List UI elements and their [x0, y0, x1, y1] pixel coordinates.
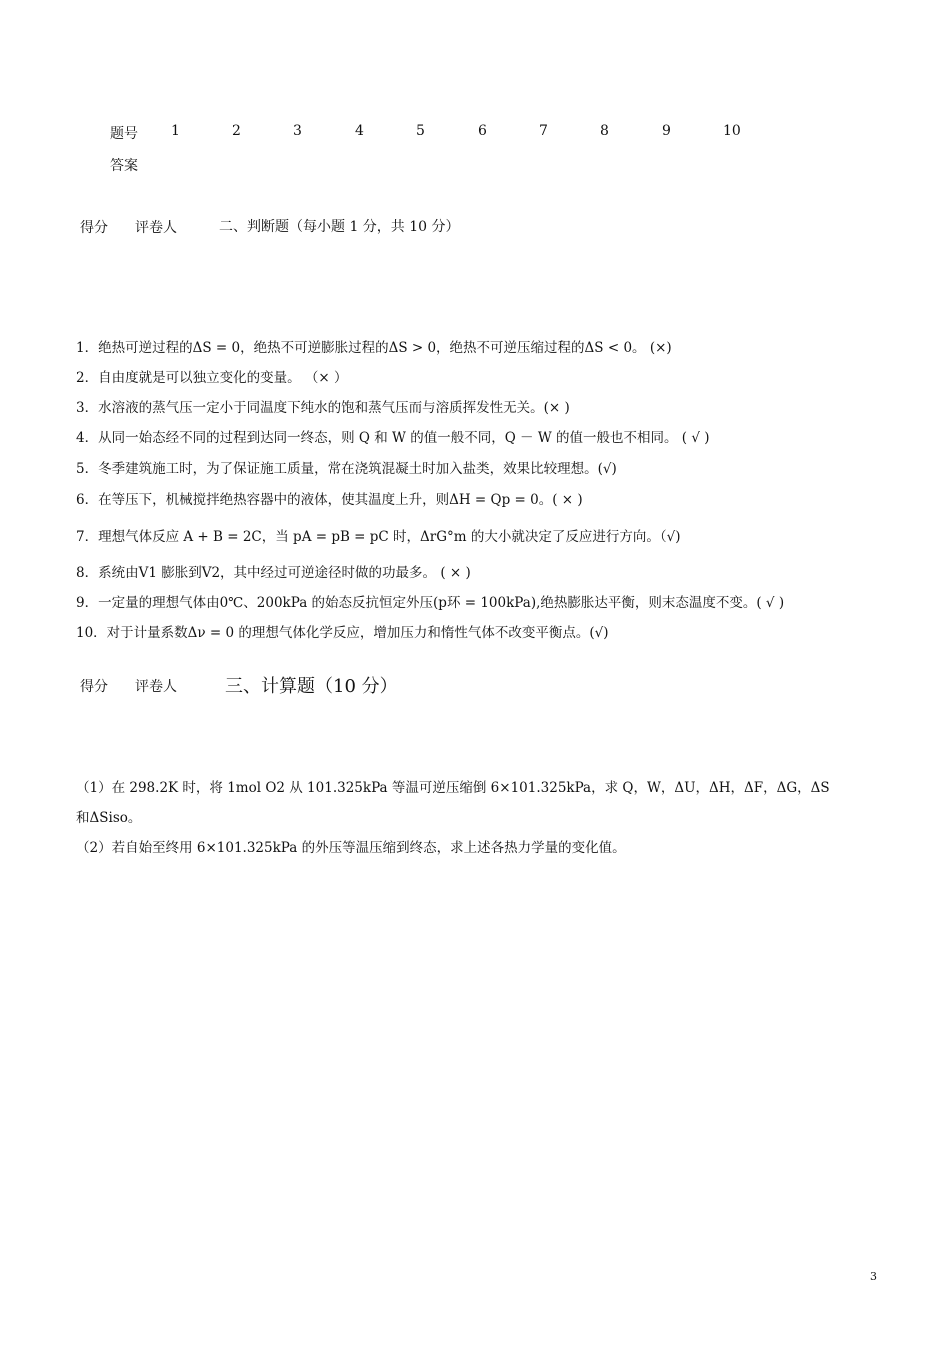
question-item: 9．一定量的理想气体由0℃、200kPa 的始态反抗恒定外压(p环 = 100kPa),绝热膨胀达平衡，则末态温度不变。( √ ): [76, 595, 785, 611]
question-item: 3．水溶液的蒸气压一定小于同温度下纯水的饱和蒸气压而与溶质挥发性无关。(× ): [76, 400, 570, 416]
score-label: 得分: [80, 679, 108, 695]
question-item: 7．理想气体反应 A + B = 2C，当 pA = pB = pC 时，ΔrG°m 的大小就决定了反应进行方向。（√): [76, 529, 681, 545]
page-number: 3: [870, 1270, 877, 1283]
question-item: 8．系统由V1 膨胀到V2，其中经过可逆途径时做的功最多。 ( × ): [76, 565, 471, 581]
calc-line: 和ΔSiso。: [76, 810, 142, 826]
table-number: 1: [171, 123, 180, 139]
table-number: 10: [723, 123, 741, 139]
table-number: 2: [232, 123, 241, 139]
table-number: 4: [355, 123, 364, 139]
section-title: 三、计算题（10 分）: [225, 676, 398, 697]
question-item: 6．在等压下，机械搅拌绝热容器中的液体，使其温度上升，则ΔH = Qp = 0。( × ): [76, 492, 583, 508]
section-title: 二、判断题（每小题 1 分，共 10 分）: [219, 219, 460, 235]
grader-label: 评卷人: [135, 220, 177, 236]
grader-label: 评卷人: [135, 679, 177, 695]
table-label-answer: 答案: [110, 158, 138, 174]
calc-line: （1）在 298.2K 时，将 1mol O2 从 101.325kPa 等温可逆压缩倒 6×101.325kPa，求 Q，W，ΔU，ΔH，ΔF，ΔG，ΔS: [76, 780, 830, 796]
table-number: 5: [416, 123, 425, 139]
question-item: 4．从同一始态经不同的过程到达同一终态，则 Q 和 W 的值一般不同，Q － W 的值一般也不相同。 ( √ ): [76, 430, 710, 446]
question-item: 2．自由度就是可以独立变化的变量。 （× ）: [76, 370, 348, 386]
question-item: 10．对于计量系数Δν = 0 的理想气体化学反应，增加压力和惰性气体不改变平衡点。(√): [76, 625, 609, 641]
table-number: 3: [293, 123, 302, 139]
table-label-number: 题号: [110, 126, 138, 142]
table-number: 9: [662, 123, 671, 139]
score-label: 得分: [80, 220, 108, 236]
calc-line: （2）若自始至终用 6×101.325kPa 的外压等温压缩到终态，求上述各热力学量的变化值。: [76, 840, 626, 856]
table-number: 8: [600, 123, 609, 139]
table-number: 7: [539, 123, 548, 139]
table-number: 6: [478, 123, 487, 139]
question-item: 1．绝热可逆过程的ΔS = 0，绝热不可逆膨胀过程的ΔS > 0，绝热不可逆压缩过程的ΔS < 0。 (×): [76, 340, 672, 356]
question-item: 5．冬季建筑施工时，为了保证施工质量，常在浇筑混凝土时加入盐类，效果比较理想。(√): [76, 461, 617, 477]
